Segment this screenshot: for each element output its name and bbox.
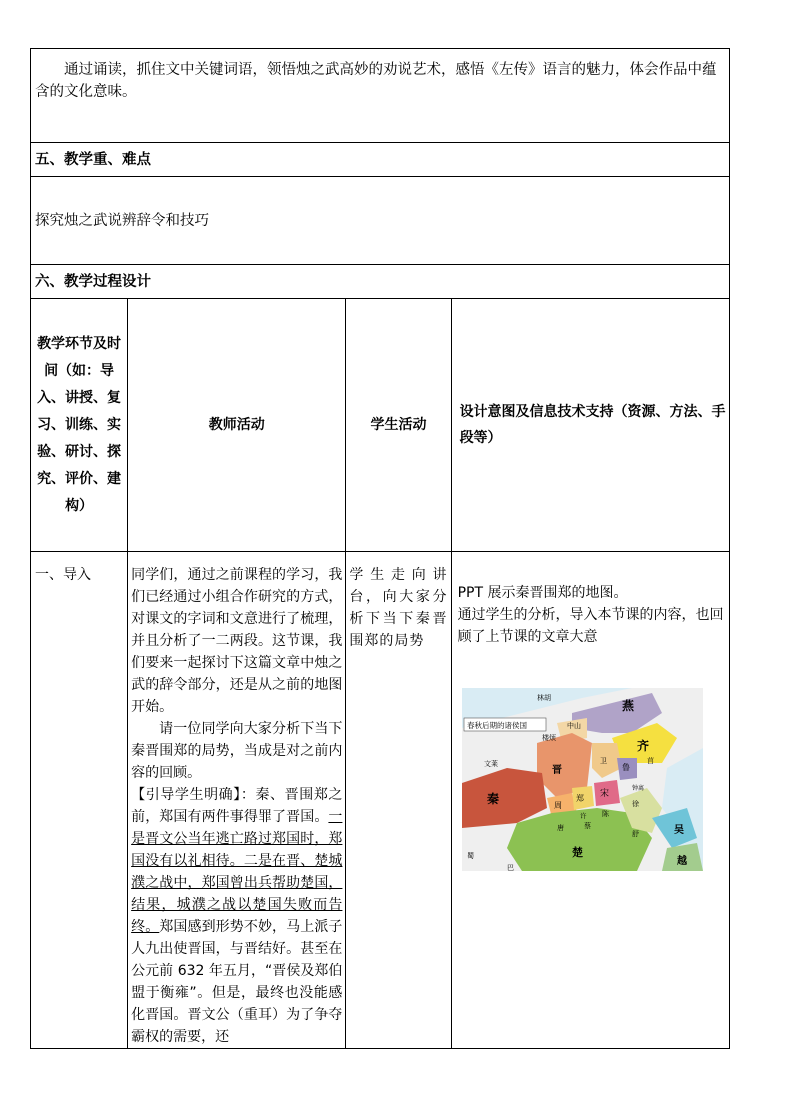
map-label-xu: 徐 xyxy=(631,800,639,808)
map-label-wenlai: 文莱 xyxy=(483,760,498,768)
header-student: 学生活动 xyxy=(346,299,451,552)
map-label-cai: 蔡 xyxy=(583,822,591,830)
section5-title: 五、教学重、难点 xyxy=(35,152,151,168)
table-header-row xyxy=(31,299,730,552)
section5-content: 探究烛之武说辨辞令和技巧 xyxy=(35,213,209,229)
map-label-qin: 秦 xyxy=(486,792,499,806)
map-label-yan: 燕 xyxy=(621,699,634,713)
header-teacher: 教师活动 xyxy=(128,299,346,552)
map-label-jin: 晋 xyxy=(551,765,562,776)
header-stage: 教学环节及时间（如：导入、讲授、复习、训练、实验、研讨、探究、评价、建构） xyxy=(31,299,128,552)
map-label-zhongshan: 中山 xyxy=(566,722,581,730)
map-label-zhongli: 钟离 xyxy=(631,785,644,792)
map-legend-title: 春秋后期的诸侯国 xyxy=(466,721,527,730)
map-label-chu: 楚 xyxy=(571,846,583,859)
section5-heading xyxy=(30,143,730,177)
map-svg xyxy=(462,688,703,871)
design-paragraph-1: PPT 展示秦晋围郑的地图。 xyxy=(457,585,628,601)
map-image xyxy=(462,688,703,871)
section6-heading xyxy=(30,265,730,299)
map-label-shu2: 舒 xyxy=(631,830,639,838)
map-label-loufan: 楼烦 xyxy=(541,734,556,742)
teacher-cell xyxy=(128,552,346,1049)
map-label-ba: 巴 xyxy=(506,864,514,871)
map-label-qi: 齐 xyxy=(636,739,649,753)
table-row xyxy=(31,552,730,1049)
map-label-wei: 卫 xyxy=(599,757,607,765)
section5-content-cell xyxy=(30,177,730,265)
student-cell: 学生走向讲台，向大家分析下当下秦晋围郑的局势 xyxy=(346,552,451,1049)
objective-cell xyxy=(30,48,730,143)
teacher-guide-underlined: 一是晋文公当年逃亡路过郑国时，郑国没有以礼相待。二是在晋、楚城濮之战中，郑国曾出兵帮助楚国，结果，城濮之战以楚国失败而告终。 xyxy=(131,809,343,935)
map-label-chen: 陈 xyxy=(601,810,609,818)
section6-title: 六、教学过程设计 xyxy=(35,274,151,290)
map-label-shu: 蜀 xyxy=(466,852,474,860)
design-paragraph-2: 通过学生的分析，导入本节课的内容，也回顾了上节课的文章大意 xyxy=(457,607,724,645)
map-label-zhou: 周 xyxy=(553,801,562,810)
map-label-lu: 鲁 xyxy=(621,763,630,772)
map-label-wu: 吴 xyxy=(673,825,684,836)
map-label-linhu: 林胡 xyxy=(536,694,551,702)
map-label-zheng: 郑 xyxy=(575,794,584,803)
teacher-paragraph-3 xyxy=(131,784,342,1048)
map-label-ju: 莒 xyxy=(646,757,654,765)
process-table xyxy=(30,298,730,1049)
teacher-guide-rest: 郑国感到形势不妙，马上派子人九出使晋国，与晋结好。甚至在公元前 632 年五月，“晋侯及郑伯盟于衡雍”。但是，最终也没能感化晋国。晋文公（重耳）为了争夺霸权的需要，还 xyxy=(131,919,343,1045)
map-label-tang: 唐 xyxy=(556,824,564,832)
header-design: 设计意图及信息技术支持（资源、方法、手段等） xyxy=(451,299,729,552)
teacher-paragraph-1: 同学们，通过之前课程的学习，我们已经通过小组合作研究的方式，对课文的字词和文意进行了梳理，并且分析了一二两段。这节课，我们要来一起探讨下这篇文章中烛之武的辞令部分，还是从之前的地图开始。 xyxy=(131,567,343,715)
design-cell xyxy=(451,552,729,1049)
map-label-yue: 越 xyxy=(676,856,687,867)
document-page xyxy=(30,48,730,1049)
objective-text: 通过诵读，抓住文中关键词语，领悟烛之武高妙的劝说艺术，感悟《左传》语言的魅力，体会作品中蕴含的文化意味。 xyxy=(35,62,717,100)
teacher-guide-lead: 【引导学生明确】：秦、晋围郑之前，郑国有两件事得罪了晋国。 xyxy=(131,787,343,825)
stage-cell: 一、导入 xyxy=(31,552,128,1049)
map-label-song: 宋 xyxy=(599,789,609,799)
map-label-xu-state: 许 xyxy=(579,812,587,820)
teacher-paragraph-2: 请一位同学向大家分析下当下秦晋围郑的局势，当成是对之前内容的回顾。 xyxy=(131,721,343,781)
